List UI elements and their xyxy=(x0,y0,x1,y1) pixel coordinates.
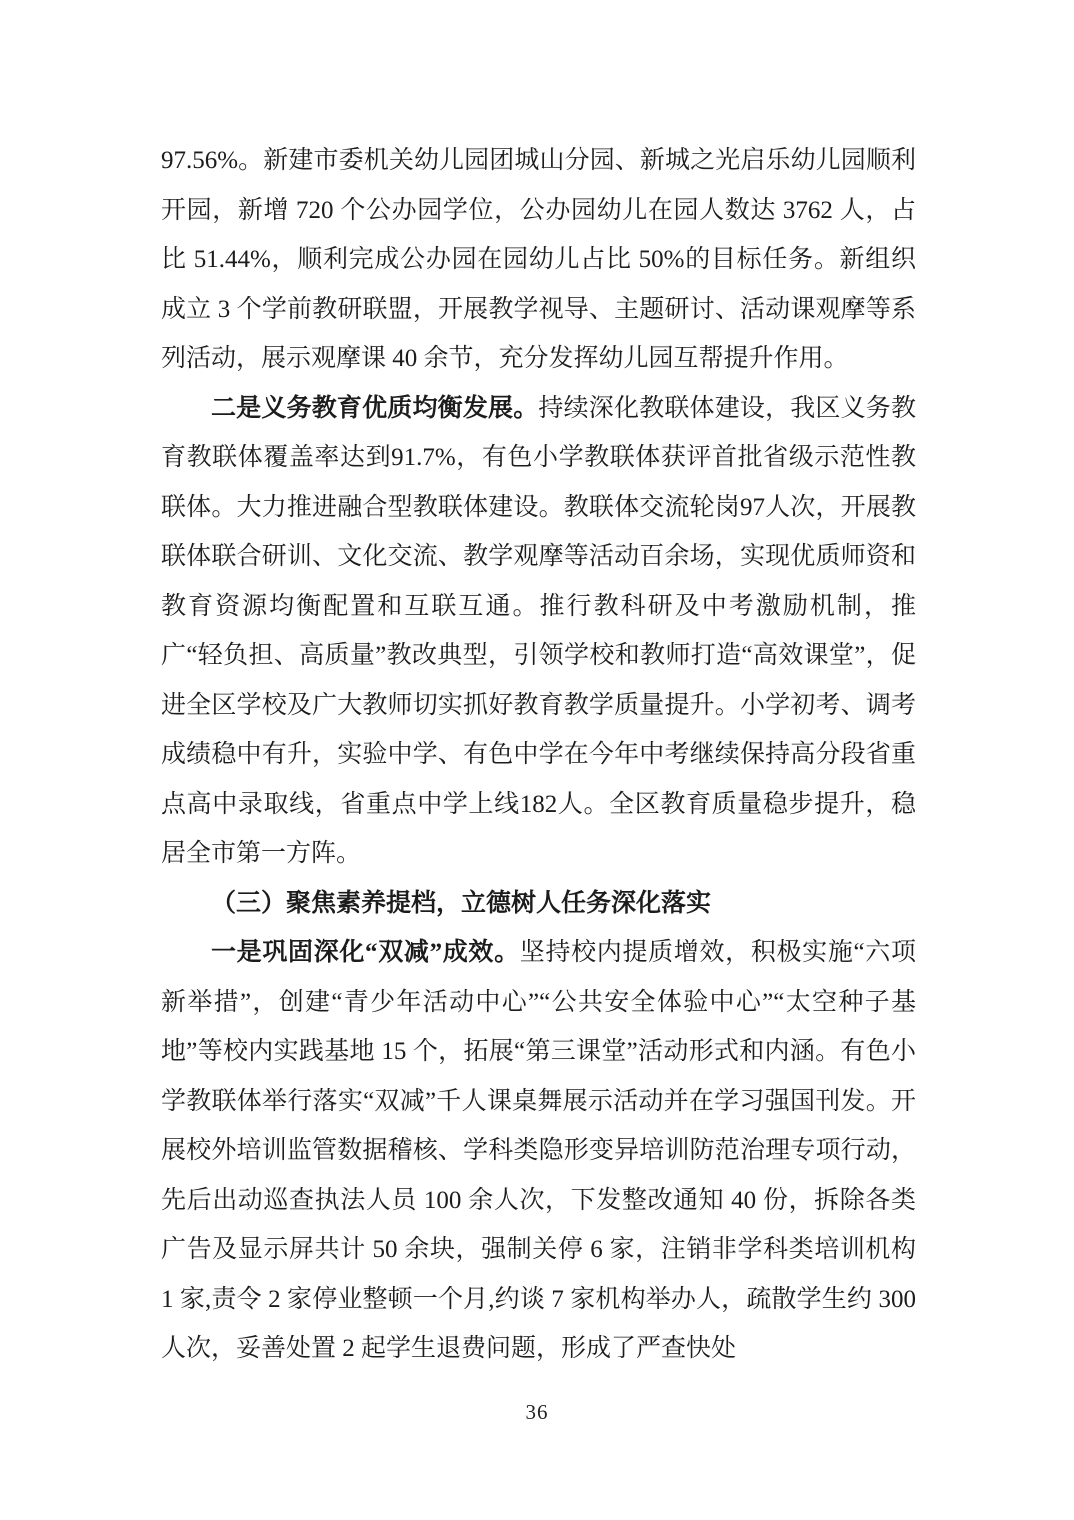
page-number: 36 xyxy=(525,1400,549,1424)
bold-lead-text: 二是义务教育优质均衡发展。 xyxy=(211,394,539,422)
section-heading-text: （三）聚焦素养提档，立德树人任务深化落实 xyxy=(211,889,712,917)
section-heading xyxy=(161,879,916,929)
bold-lead-text: 一是巩固深化“双减”成效。 xyxy=(211,939,520,966)
page-body-text xyxy=(161,136,916,1374)
paragraph-double-reduction xyxy=(161,928,916,1374)
paragraph-text: 97.56%。新建市委机关幼儿园团城山分园、新城之光启乐幼儿园顺利开园，新增 720 个公办园学位，公办园幼儿在园人数达 3762 人，占比 51.44%，顺利完成公办园在园幼儿占比 50%的目标任务。新组织成立 3 个学前教研联盟，开展教学视导、主题研讨、活动课观摩等系列活动，展示观摩课 40 余节，充分发挥幼儿园互帮提升作用。 xyxy=(161,147,916,372)
paragraph-text: 坚持校内提质增效，积极实施“六项新举措”，创建“青少年活动中心”“公共安全体验中心”“太空种子基地”等校内实践基地 15 个，拓展“第三课堂”活动形式和内涵。有色小学教联体举行落实“双减”千人课桌舞展示活动并在学习强国刊发。开展校外培训监管数据稽核、学科类隐形变异培训防范治理专项行动，先后出动巡查执法人员 100 余人次，下发整改通知 40 份，拆除各类广告及显示屏共计 50 余块，强制关停 6 家，注销非学科类培训机构 1 家,责令 2 家停业整顿一个月,约谈 7 家机构举办人，疏散学生约 300 人次，妥善处置 2 起学生退费问题，形成了严查快处 xyxy=(161,939,916,1362)
paragraph-compulsory-education xyxy=(161,384,916,879)
paragraph-kindergarten-continuation xyxy=(161,136,916,384)
paragraph-text: 持续深化教联体建设，我区义务教育教联体覆盖率达到91.7%，有色小学教联体获评首批省级示范性教联体。大力推进融合型教联体建设。教联体交流轮岗97人次，开展教联体联合研训、文化交流、教学观摩等活动百余场，实现优质师资和教育资源均衡配置和互联互通。推行教科研及中考激励机制，推广“轻负担、高质量”教改典型，引领学校和教师打造“高效课堂”，促进全区学校及广大教师切实抓好教育教学质量提升。小学初考、调考成绩稳中有升，实验中学、有色中学在今年中考继续保持高分段省重点高中录取线，省重点中学上线182人。全区教育质量稳步提升，稳居全市第一方阵。 xyxy=(161,394,916,867)
